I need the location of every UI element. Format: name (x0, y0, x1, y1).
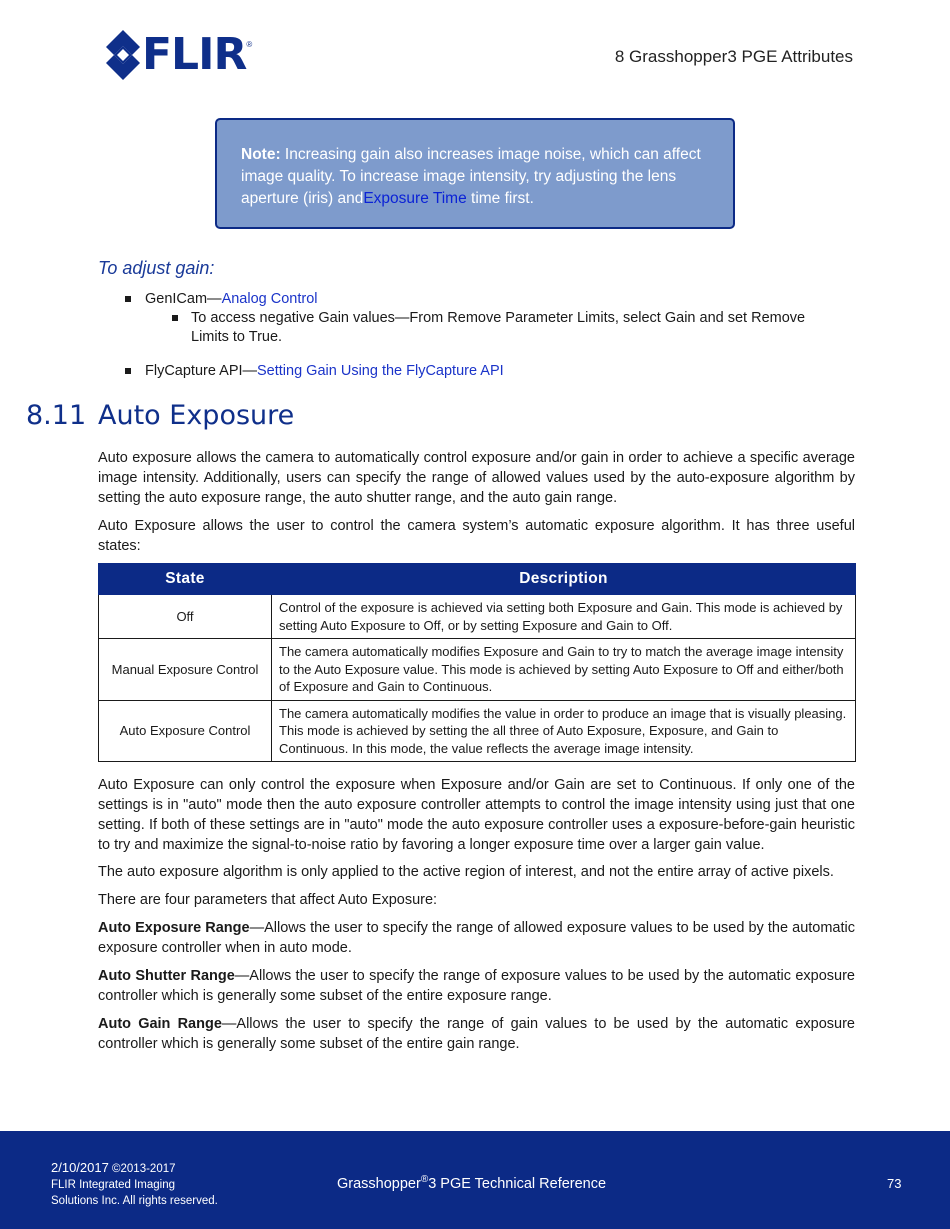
logo-registered-mark: ® (246, 40, 253, 49)
body-paragraph: There are four parameters that affect Auto Exposure: (98, 892, 438, 908)
bullet-icon (125, 296, 131, 302)
description-cell: The camera automatically modifies the value in order to produce an image that is visually pleasing. This mode is achieved by setting the all three of Auto Exposure, Exposure, and Gain to Continuous. In this mode, the value reflects the average image intensity. (272, 700, 856, 762)
table-header-row (99, 564, 856, 595)
state-cell: Off (99, 595, 272, 639)
flycapture-gain-link[interactable]: Setting Gain Using the FlyCapture API (257, 363, 504, 379)
note-text: Increasing gain also increases image noise, which can affect image quality. To increase image intensity, try adjusting the lens aperture (iris) and (241, 146, 701, 207)
param-auto-exposure-range (98, 918, 855, 958)
doc-title-part-a: Grasshopper (337, 1175, 421, 1192)
table-row (99, 595, 856, 639)
param-auto-gain-range (98, 1014, 855, 1054)
table-row (99, 639, 856, 701)
param-text: —Allows the user to specify the range of allowed exposure values to be used by the automatic exposure controller when in auto mode. (98, 920, 855, 956)
body-paragraph: Auto Exposure can only control the exposure when Exposure and/or Gain are set to Continuous. If only one of the settings is in "auto" mode then the auto exposure controller attempts to control the image intensity using just that one setting. If both of these settings are in "auto" mode the auto exposure controller uses a exposure-before-gain heuristic to try and maximize the signal-to-noise ratio by favoring a longer exposure time over a larger gain value. (98, 777, 855, 853)
chapter-header: 8 Grasshopper3 PGE Attributes (614, 47, 853, 66)
logo-wordmark: FLIR (142, 29, 247, 80)
footer-date: 2/10/2017 (51, 1160, 109, 1175)
description-cell: Control of the exposure is achieved via setting both Exposure and Gain. This mode is achieved by setting Auto Exposure to Off, or by setting Exposure and Gain to Off. (272, 595, 856, 639)
intro-paragraph: Auto exposure allows the camera to automatically control exposure and/or gain in order to achieve a specific average image intensity. Additionally, users can specify the range of allowed values used by the auto-exposure algorithm by setting the auto exposure range, the auto shutter range, and the auto gain range. (98, 450, 855, 506)
exposure-time-link[interactable]: Exposure Time (363, 190, 467, 207)
page-number: 73 (887, 1176, 902, 1191)
flir-logo (106, 30, 252, 80)
param-text: —Allows the user to specify the range of gain values to be used by the automatic exposure controller which is generally some subset of the entire gain range. (98, 1016, 855, 1052)
negative-gain-text: To access negative Gain values—From Remove Parameter Limits, select Gain and set Remove Limits to True. (191, 310, 806, 345)
flir-diamond-icon (106, 30, 140, 80)
flycapture-prefix: FlyCapture API— (145, 363, 258, 379)
column-header-state: State (99, 564, 272, 595)
states-table (98, 563, 856, 762)
note-label: Note: (241, 146, 281, 163)
genicam-prefix: GenICam— (145, 291, 222, 307)
doc-title-reg: ® (420, 1174, 429, 1185)
description-cell: The camera automatically modifies Exposure and Gain to try to match the average image intensity to the Auto Exposure value. This mode is achieved by setting Auto Exposure to Off and either/both of Exposure and Gain to Continuous. (272, 639, 856, 701)
body-paragraph: The auto exposure algorithm is only applied to the active region of interest, and not the entire array of active pixels. (98, 864, 834, 880)
analog-control-link[interactable]: Analog Control (221, 291, 318, 307)
param-name: Auto Exposure Range (98, 920, 250, 936)
doc-title-part-b: 3 PGE Technical Reference (428, 1175, 607, 1192)
footer-company-line2: Solutions Inc. All rights reserved. (51, 1195, 218, 1207)
footer-copyright-block (51, 1160, 218, 1209)
section-number: 8.11 (26, 400, 87, 431)
note-box (215, 118, 735, 229)
section-title: Auto Exposure (98, 400, 295, 431)
page-footer (0, 1131, 950, 1229)
footer-doc-title (337, 1174, 606, 1192)
note-text-after: time first. (466, 190, 534, 207)
param-text: —Allows the user to specify the range of exposure values to be used by the automatic exposure controller which is generally some subset of the entire exposure range. (98, 968, 855, 1004)
list-item-genicam (145, 290, 317, 309)
footer-company-line1: FLIR Integrated Imaging (51, 1179, 176, 1191)
state-cell: Auto Exposure Control (99, 700, 272, 762)
table-row (99, 700, 856, 762)
footer-copyright: ©2013-2017 (112, 1163, 176, 1175)
list-item-flycapture (145, 362, 504, 381)
column-header-description: Description (272, 564, 856, 595)
param-name: Auto Shutter Range (98, 968, 235, 984)
adjust-gain-heading: To adjust gain: (98, 258, 215, 278)
param-name: Auto Gain Range (98, 1016, 222, 1032)
intro-paragraph: Auto Exposure allows the user to control the camera system’s automatic exposure algorithm. It has three useful states: (98, 518, 855, 554)
state-cell: Manual Exposure Control (99, 639, 272, 701)
param-auto-shutter-range (98, 966, 855, 1006)
bullet-icon (125, 368, 131, 374)
list-item-negative-gain (191, 309, 841, 347)
bullet-icon (172, 315, 178, 321)
